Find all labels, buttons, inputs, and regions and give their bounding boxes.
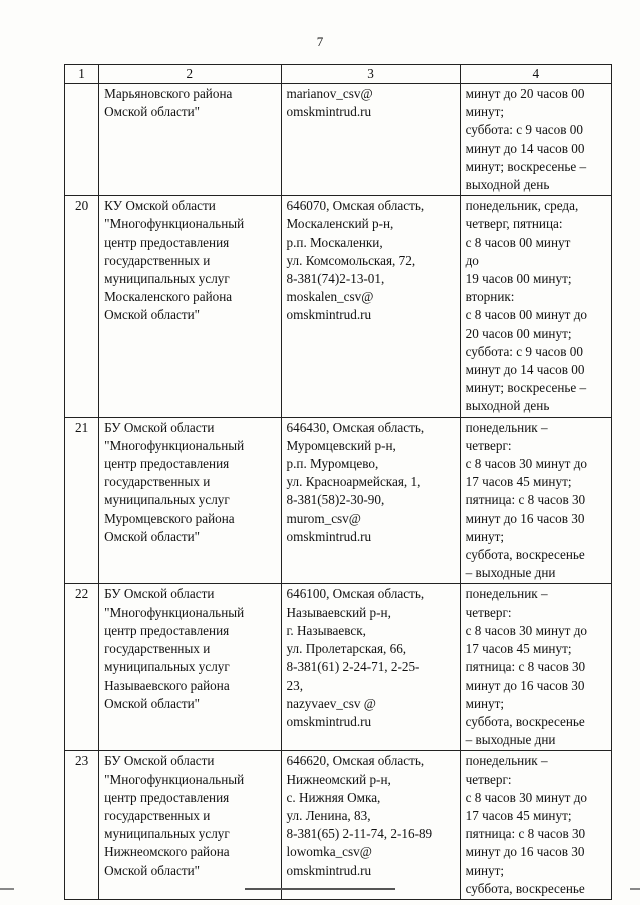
hours-line: 20 часов 00 минут; [465,325,572,341]
name-line: "Многофункциональный [104,771,245,787]
hours-line: четверг: [465,437,512,453]
address-line: Называевский р-н, [286,604,391,620]
hours-line: минут; воскресенье – [465,158,587,174]
name-line: государственных и [104,641,211,657]
row-number-cell: 20 [65,196,99,417]
institution-name-cell [99,584,281,751]
address-line: omskmintrud.ru [286,104,372,120]
hours-line: суббота: с 9 часов 00 [465,343,583,359]
hours-line: понедельник – [465,753,548,769]
hours-line: суббота, воскресенье [465,880,585,896]
name-line: муниципальных услуг [104,492,230,508]
hours-line: минут до 20 часов 00 [465,86,585,101]
address-line: ул. Ленина, 83, [286,807,371,823]
address-cell [281,196,460,417]
address-line: ул. Красноармейская, 1, [286,474,421,490]
name-line: Омской области" [104,862,201,878]
hours-line: с 8 часов 00 минут [465,234,571,250]
hours-line: 19 часов 00 минут; [465,271,572,287]
name-line: муниципальных услуг [104,826,230,842]
table-row [65,751,612,900]
header-col-1: 1 [65,65,99,84]
address-line: 646100, Омская область, [286,586,425,602]
address-cell [281,584,460,751]
name-line: центр предоставления [104,234,230,250]
hours-line: четверг: [465,771,512,787]
address-cell [281,417,460,584]
address-cell [281,84,460,196]
address-line: г. Называевск, [286,622,366,638]
page-number: 7 [316,34,324,49]
hours-line: 17 часов 45 минут; [465,474,572,490]
table-row [65,196,612,417]
address-line: 8-381(65) 2-11-74, 2-16-89 [286,826,433,842]
address-line: 646620, Омская область, [286,753,425,769]
hours-cell [460,417,611,584]
hours-line: минут; [465,528,505,544]
institution-name-cell [99,84,281,196]
hours-line: вторник: [465,289,515,305]
hours-line: пятница: с 8 часов 30 [465,659,586,675]
name-line: БУ Омской области [104,419,215,435]
hours-line: с 8 часов 30 минут до [465,622,587,638]
hours-cell [460,751,611,900]
scan-edge-mark [0,888,14,890]
hours-line: – выходные дни [465,732,556,748]
name-line: Марьяновского района [104,86,233,101]
address-line: Москаленский р-н, [286,216,394,232]
hours-line: минут; [465,862,505,878]
name-line: Называевского района [104,677,230,693]
address-line: omskmintrud.ru [286,862,372,878]
hours-line: минут до 14 часов 00 [465,362,585,378]
address-line: ул. Комсомольская, 72, [286,252,416,268]
address-line: murom_csv@ [286,510,361,526]
header-col-4: 4 [460,65,611,84]
name-line: государственных и [104,252,211,268]
scan-edge-mark [245,888,395,890]
address-line: 8-381(74)2-13-01, [286,271,385,287]
hours-line: 17 часов 45 минут; [465,807,572,823]
hours-line: пятница: с 8 часов 30 [465,492,586,508]
address-line: moskalen_csv@ [286,289,374,305]
table-row [65,84,612,196]
hours-line: минут до 16 часов 30 [465,677,585,693]
institution-name-cell [99,751,281,900]
name-line: центр предоставления [104,622,230,638]
row-number-cell: 22 [65,584,99,751]
address-line: omskmintrud.ru [286,307,372,323]
hours-line: понедельник – [465,586,548,602]
address-line: lowomka_csv@ [286,844,372,860]
name-line: "Многофункциональный [104,437,245,453]
name-line: Муромцевского района [104,510,235,526]
institution-name-cell [99,196,281,417]
scan-edge-mark [630,888,640,890]
address-line: 8-381(61) 2-24-71, 2-25- [286,659,420,675]
address-line: Муромцевский р-н, [286,437,396,453]
address-line: р.п. Муромцево, [286,456,379,472]
institution-name-cell [99,417,281,584]
name-line: БУ Омской области [104,753,215,769]
name-line: муниципальных услуг [104,659,230,675]
table-row [65,417,612,584]
address-line: 8-381(58)2-30-90, [286,492,385,508]
hours-line: суббота, воскресенье [465,713,585,729]
address-line: omskmintrud.ru [286,713,372,729]
name-line: государственных и [104,807,211,823]
address-line: nazyvaev_csv @ [286,695,376,711]
hours-cell [460,196,611,417]
name-line: "Многофункциональный [104,216,245,232]
name-line: Нижнеомского района [104,844,230,860]
hours-line: с 8 часов 30 минут до [465,456,587,472]
address-line: marianov_csv@ [286,86,373,101]
name-line: Омской области" [104,307,201,323]
row-number-cell [65,84,99,196]
name-line: государственных и [104,474,211,490]
hours-line: – выходные дни [465,565,556,581]
table-header-row [65,65,612,84]
row-number-cell: 21 [65,417,99,584]
hours-line: выходной день [465,398,550,414]
name-line: центр предоставления [104,456,230,472]
hours-line: понедельник – [465,419,548,435]
hours-line: минут; [465,104,505,120]
row-number-cell: 23 [65,751,99,900]
hours-line: пятница: с 8 часов 30 [465,826,586,842]
hours-line: понедельник, среда, [465,198,579,214]
header-col-2: 2 [99,65,281,84]
hours-line: с 8 часов 00 минут до [465,307,587,323]
address-line: ул. Пролетарская, 66, [286,641,407,657]
hours-line: минут до 16 часов 30 [465,510,585,526]
hours-line: суббота, воскресенье [465,547,585,563]
address-line: 23, [286,677,303,693]
hours-line: выходной день [465,177,550,193]
table-row [65,584,612,751]
hours-line: 17 часов 45 минут; [465,641,572,657]
hours-line: четверг: [465,604,512,620]
address-cell [281,751,460,900]
name-line: муниципальных услуг [104,271,230,287]
hours-line: с 8 часов 30 минут до [465,789,587,805]
address-line: 646430, Омская область, [286,419,425,435]
address-line: р.п. Москаленки, [286,234,383,250]
address-line: с. Нижняя Омка, [286,789,381,805]
hours-cell [460,584,611,751]
name-line: "Многофункциональный [104,604,245,620]
address-line: omskmintrud.ru [286,528,372,544]
name-line: БУ Омской области [104,586,215,602]
hours-cell [460,84,611,196]
hours-line: четверг, пятница: [465,216,563,232]
hours-line: суббота: с 9 часов 00 [465,122,583,138]
name-line: Омской области" [104,104,201,120]
name-line: Москаленского района [104,289,233,305]
address-line: Нижнеомский р-н, [286,771,391,787]
hours-line: минут до 16 часов 30 [465,844,585,860]
name-line: КУ Омской области [104,198,216,214]
name-line: центр предоставления [104,789,230,805]
hours-line: минут; воскресенье – [465,380,587,396]
header-col-3: 3 [281,65,460,84]
mfc-table [64,64,612,900]
hours-line: минут; [465,695,505,711]
name-line: Омской области" [104,695,201,711]
name-line: Омской области" [104,528,201,544]
address-line: 646070, Омская область, [286,198,425,214]
hours-line: до [465,252,479,268]
hours-line: минут до 14 часов 00 [465,140,585,156]
